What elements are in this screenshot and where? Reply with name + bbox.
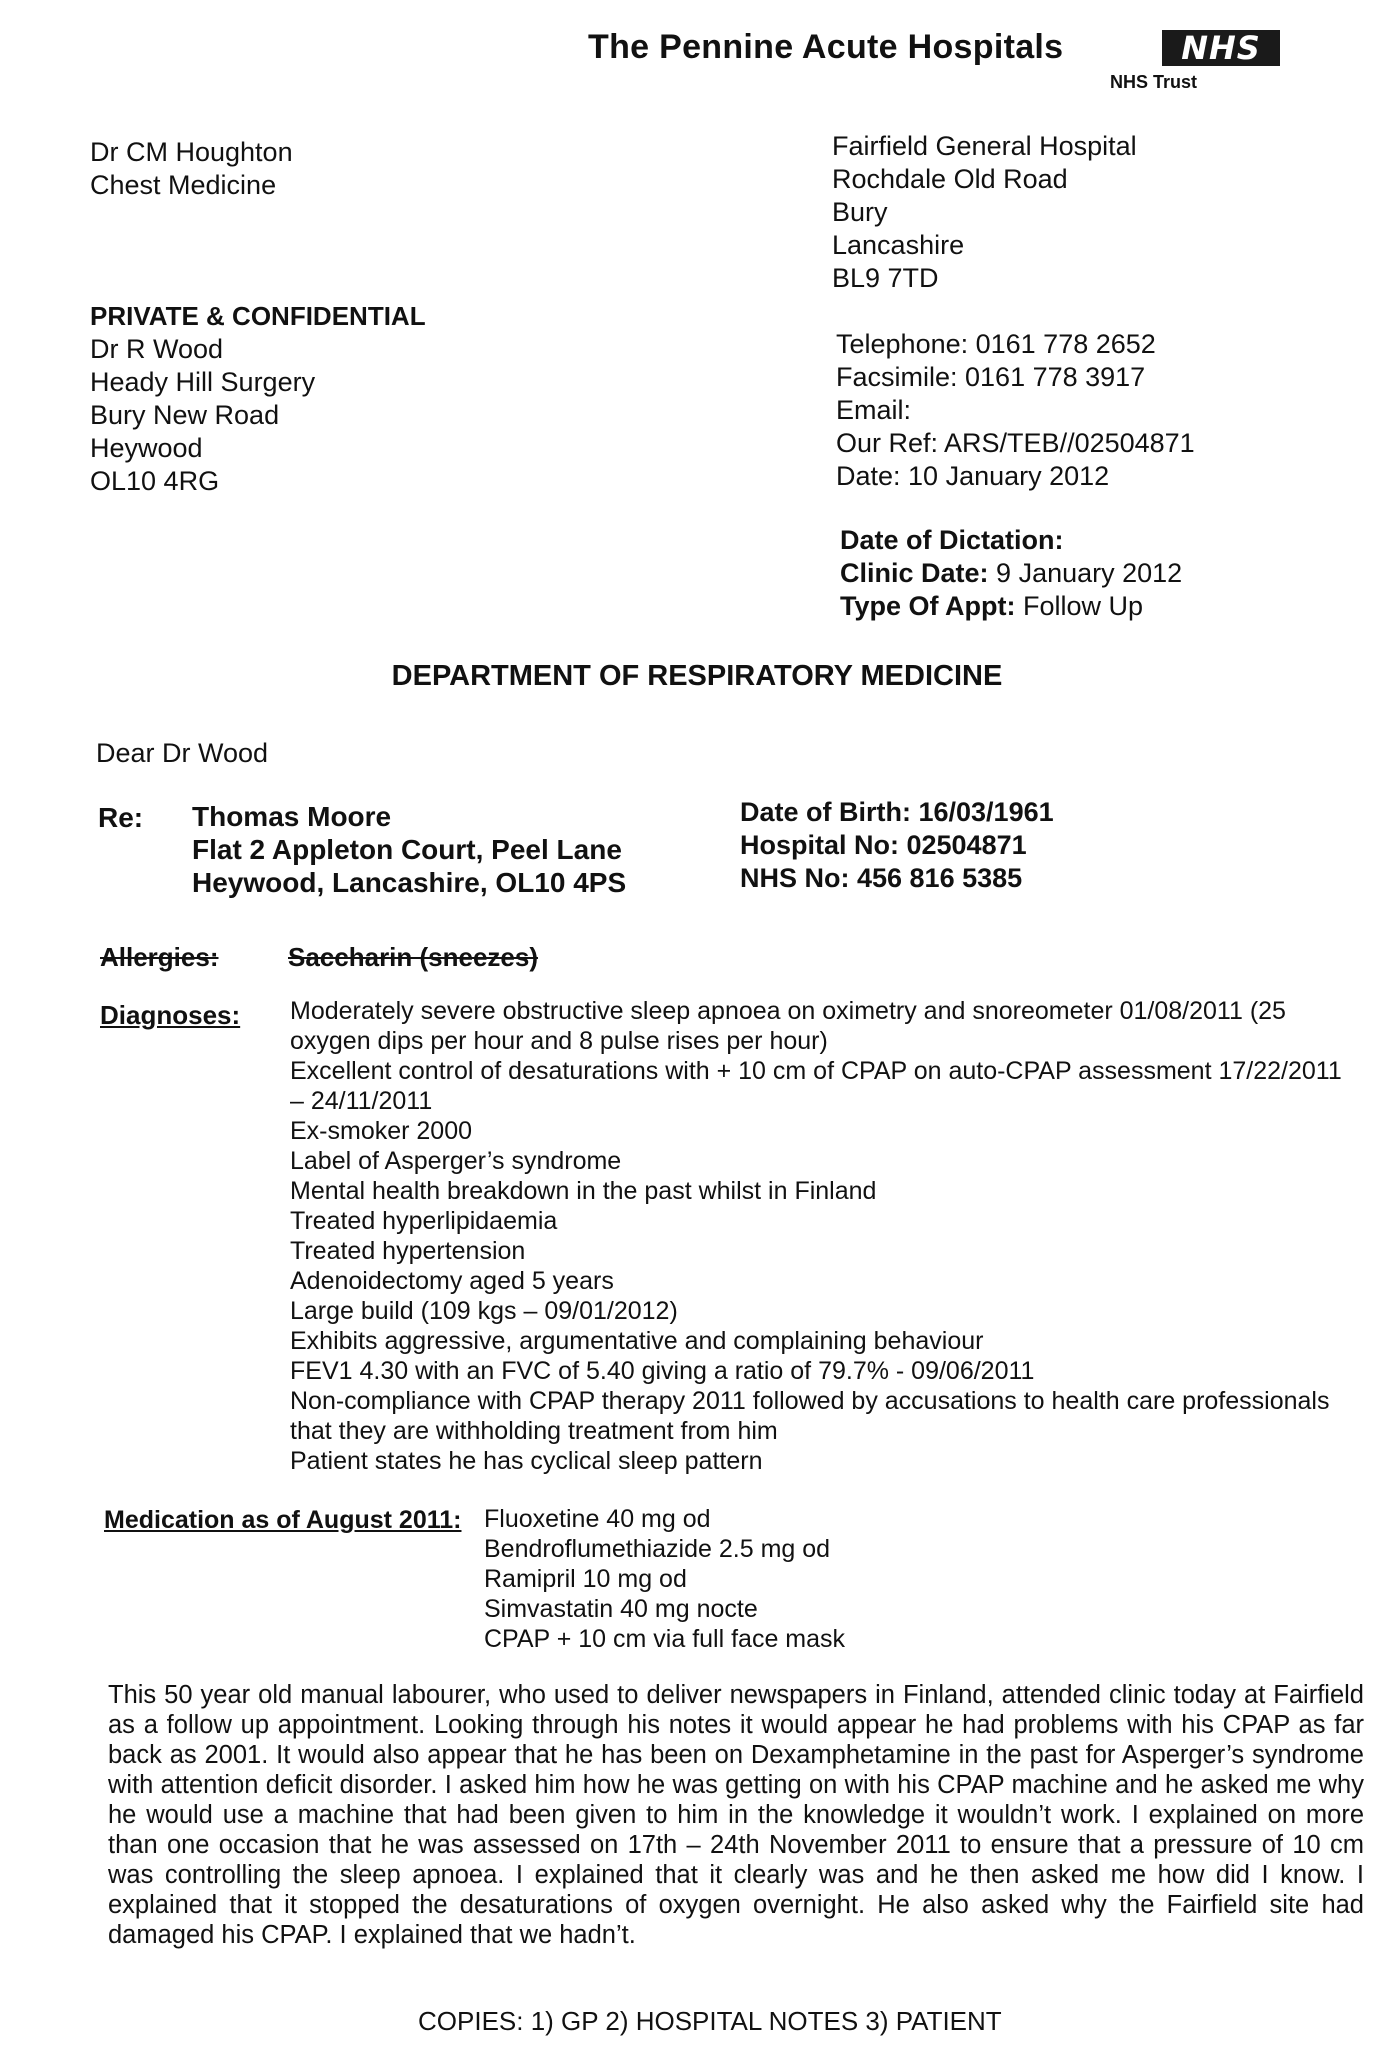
salutation: Dear Dr Wood <box>96 738 269 768</box>
dictation-date-label: Date of Dictation: <box>840 525 1064 555</box>
letter-date: Date: 10 January 2012 <box>836 461 1110 491</box>
medication-item: Ramipril 10 mg od <box>484 1565 687 1593</box>
medication-list <box>484 1504 845 1654</box>
trust-label: NHS Trust <box>1110 72 1198 92</box>
medication-item: Simvastatin 40 mg nocte <box>484 1595 758 1623</box>
contact-block <box>836 328 1195 493</box>
address-line: Rochdale Old Road <box>832 164 1068 194</box>
diagnosis-item: Excellent control of desaturations with + 10 cm of CPAP on auto-CPAP assessment 17/22/2011 – 24/11/2011 <box>290 1057 1342 1115</box>
sender-name: Dr CM Houghton <box>90 137 293 167</box>
nhs-number: NHS No: 456 816 5385 <box>740 863 1023 893</box>
recipient-line: Bury New Road <box>90 400 280 430</box>
sender-block <box>90 136 293 202</box>
clinic-date-label: Clinic Date: <box>840 558 989 588</box>
appointment-type-label: Type Of Appt: <box>840 591 1016 621</box>
hospital-number: Hospital No: 02504871 <box>740 830 1027 860</box>
department-title: DEPARTMENT OF RESPIRATORY MEDICINE <box>391 660 1003 692</box>
recipient-line: Heady Hill Surgery <box>90 367 316 397</box>
address-line: BL9 7TD <box>832 263 939 293</box>
letter-body: This 50 year old manual labourer, who used to deliver newspapers in Finland, attended clinic today at Fairfield as a follow up appointment. Looking through his notes it would appear he had problems with his CPAP as far back as 2001. It would also appear that he has been on Dexamphetamine in the past for Asperger’s syndrome with attention deficit disorder. I asked him how he was getting on with his CPAP machine and he asked me why he would use a machine that had been given to him in the knowledge it wouldn’t work. I explained on more than one occasion that he was assessed on 17th – 24th November 2011 to ensure that a pressure of 10 cm was controlling the sleep apnoea. I explained that it clearly was and he then asked me how did I know. I explained that it stopped the desaturations of oxygen overnight. He also asked why the Fairfield site had damaged his CPAP. I explained that we hadn’t. <box>108 1681 1364 1949</box>
confidential-label: PRIVATE & CONFIDENTIAL <box>90 301 426 331</box>
clinic-date-value: 9 January 2012 <box>996 558 1183 588</box>
appointment-block <box>840 524 1182 623</box>
diagnoses-list <box>290 996 1360 1476</box>
diagnosis-item: Label of Asperger’s syndrome <box>290 1147 622 1175</box>
allergies-value: Saccharin (sneezes) <box>288 942 539 972</box>
patient-name: Thomas Moore <box>192 801 392 832</box>
appointment-type-value: Follow Up <box>1023 591 1144 621</box>
diagnosis-item: FEV1 4.30 with an FVC of 5.40 giving a ratio of 79.7% - 09/06/2011 <box>290 1357 1035 1385</box>
diagnosis-item: Non-compliance with CPAP therapy 2011 followed by accusations to health care professionals that they are withholding treatment from him <box>290 1387 1330 1445</box>
facsimile: Facsimile: 0161 778 3917 <box>836 362 1146 392</box>
diagnosis-item: Patient states he has cyclical sleep pattern <box>290 1447 763 1475</box>
diagnosis-item: Moderately severe obstructive sleep apnoea on oximetry and snoreometer 01/08/2011 (25 oxygen dips per hour and 8 pulse rises per hour) <box>290 997 1286 1055</box>
patient-details <box>192 800 626 899</box>
recipient-line: Dr R Wood <box>90 334 224 364</box>
copies-line: COPIES: 1) GP 2) HOSPITAL NOTES 3) PATIENT <box>418 2006 1002 2036</box>
medication-item: CPAP + 10 cm via full face mask <box>484 1625 846 1653</box>
medication-item: Bendroflumethiazide 2.5 mg od <box>484 1535 831 1563</box>
sender-department: Chest Medicine <box>90 170 277 200</box>
nhs-logo: NHS <box>1162 30 1280 66</box>
diagnosis-item: Treated hypertension <box>290 1237 526 1265</box>
diagnosis-item: Mental health breakdown in the past whilst in Finland <box>290 1177 877 1205</box>
re-label: Re: <box>98 802 144 833</box>
diagnosis-item: Ex-smoker 2000 <box>290 1117 473 1145</box>
diagnoses-label: Diagnoses: <box>100 1000 241 1030</box>
diagnosis-item: Large build (109 kgs – 09/01/2012) <box>290 1297 678 1325</box>
address-line: Fairfield General Hospital <box>832 131 1137 161</box>
recipient-line: OL10 4RG <box>90 466 220 496</box>
address-line: Bury <box>832 197 888 227</box>
allergies-label: Allergies: <box>100 942 219 972</box>
patient-identifiers <box>740 796 1054 895</box>
medication-label: Medication as of August 2011: <box>104 1506 462 1534</box>
recipient-block <box>90 300 426 498</box>
recipient-line: Heywood <box>90 433 203 463</box>
date-of-birth: Date of Birth: 16/03/1961 <box>740 797 1054 827</box>
patient-address-line: Flat 2 Appleton Court, Peel Lane <box>192 834 622 865</box>
patient-address-line: Heywood, Lancashire, OL10 4PS <box>192 867 627 898</box>
organisation-name: The Pennine Acute Hospitals <box>588 28 1064 66</box>
telephone: Telephone: 0161 778 2652 <box>836 329 1156 359</box>
email: Email: <box>836 395 912 425</box>
address-line: Lancashire <box>832 230 965 260</box>
diagnosis-item: Exhibits aggressive, argumentative and complaining behaviour <box>290 1327 984 1355</box>
diagnosis-item: Treated hyperlipidaemia <box>290 1207 558 1235</box>
hospital-address <box>832 130 1137 295</box>
diagnosis-item: Adenoidectomy aged 5 years <box>290 1267 614 1295</box>
medication-item: Fluoxetine 40 mg od <box>484 1505 711 1533</box>
our-reference: Our Ref: ARS/TEB//02504871 <box>836 428 1195 458</box>
